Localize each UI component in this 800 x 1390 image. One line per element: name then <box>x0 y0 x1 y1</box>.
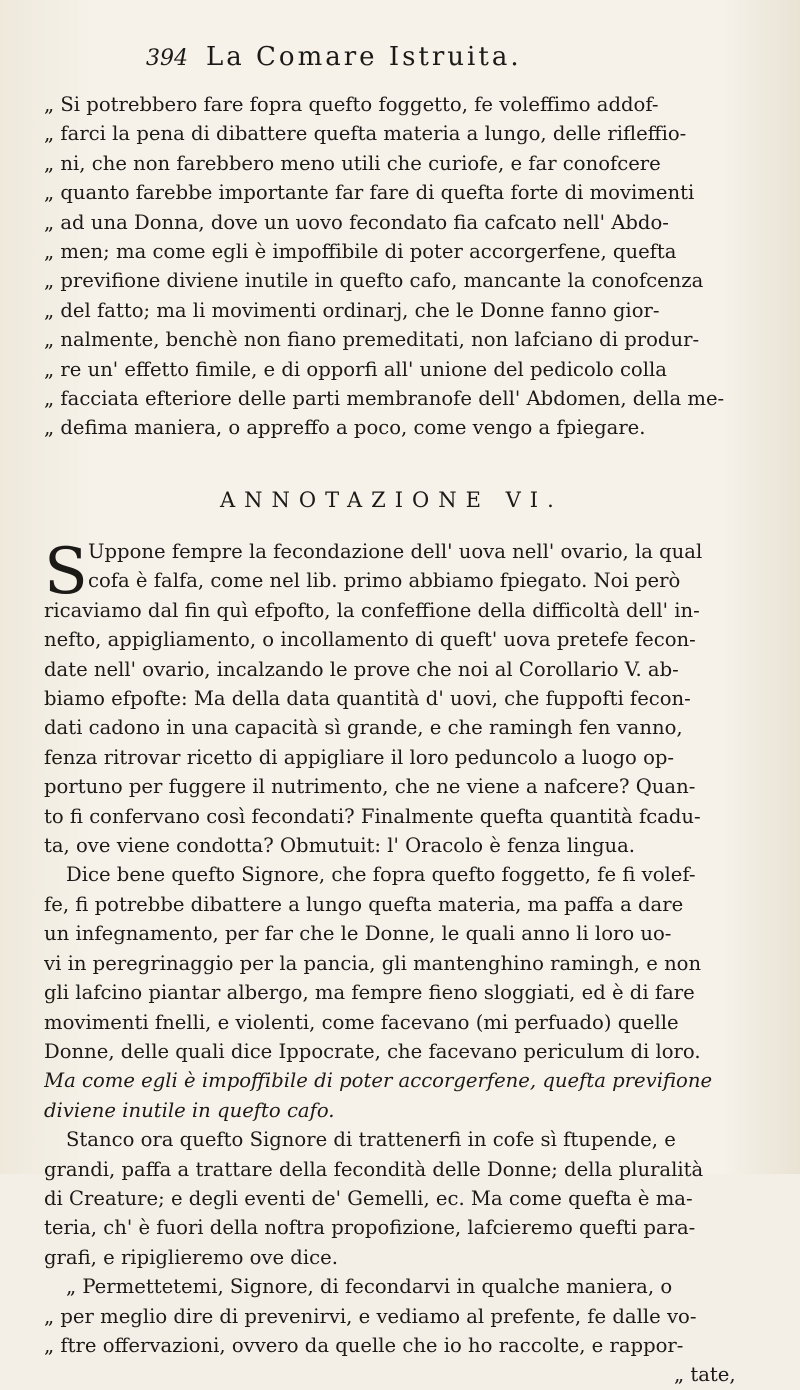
text-line: un infegnamento, per far che le Donne, le quali anno li loro uo- <box>44 922 672 946</box>
running-title: La Comare Istruita. <box>206 42 522 72</box>
quote-line: „ del fatto; ma li movimenti ordinarj, che le Donne fanno gior- <box>44 298 660 322</box>
text-line: ta, ove viene condotta? Obmutuit: l' Oracolo è fenza lingua. <box>44 834 636 858</box>
text-line: di Creature; e degli eventi de' Gemelli, ec. Ma come quefta è ma- <box>44 1186 693 1210</box>
quote-line: „ previfione diviene inutile in quefto cafo, mancante la conofcenza <box>44 269 704 293</box>
quote-line: „ defima maniera, o appreffo a poco, come vengo a fpiegare. <box>44 416 646 440</box>
page-number: 394 <box>146 46 188 71</box>
text-line: gli lafcino piantar albergo, ma fempre fieno sloggiati, ed è di fare <box>44 981 695 1005</box>
text-line: cofa è falfa, come nel lib. primo abbiamo fpiegato. Noi però <box>88 569 681 593</box>
text-line: movimenti fnelli, e violenti, come facevano (mi perfuado) quelle <box>44 1010 679 1034</box>
text-line: biamo efpofte: Ma della data quantità d' uovi, che fuppofti fecon- <box>44 687 691 711</box>
text-line: ricaviamo dal fin quì efpofto, la confeffione della difficoltà dell' in- <box>44 598 700 622</box>
text-line: Stanco ora quefto Signore di trattenerfi in cofe sì ftupende, e <box>66 1128 676 1152</box>
quote-line: „ men; ma come egli è impoffibile di poter accorgerfene, quefta <box>44 240 677 264</box>
annotation-paragraph-1 <box>44 537 779 1390</box>
text-line: Uppone fempre la fecondazione dell' uova nell' ovario, la qual <box>88 540 703 563</box>
quote-line: „ ni, che non farebbero meno utili che curiofe, e far conofcere <box>44 151 661 175</box>
quote-line: „ ad una Donna, dove un uovo fecondato fia cafcato nell' Abdo- <box>44 210 669 234</box>
quote-block <box>44 90 779 443</box>
text-line: Ma come egli è impoffibile di poter accorgerfene, quefta previfione <box>44 1069 713 1093</box>
text-line: dati cadono in una capacità sì grande, e che ramingh fen vanno, <box>44 716 683 740</box>
quote-line: „ Si potrebbero fare fopra quefto foggetto, fe voleffimo addof- <box>44 93 659 116</box>
text-line: diviene inutile in quefto cafo. <box>44 1098 335 1122</box>
text-line: vi in peregrinaggio per la pancia, gli mantenghino ramingh, e non <box>44 951 702 975</box>
text-line: Donne, delle quali dice Ippocrate, che facevano periculum di loro. <box>44 1039 701 1063</box>
text-line: nefto, appigliamento, o incollamento di queft' uova pretefe fecon- <box>44 628 696 652</box>
quote-line: „ per meglio dire di prevenirvi, e vediamo al prefente, fe dalle vo- <box>44 1304 697 1328</box>
quote-line: „ facciata efteriore delle parti membranofe dell' Abdomen, della me- <box>44 387 725 411</box>
text-line: teria, ch' è fuori della noftra propofizione, lafcieremo quefti para- <box>44 1216 696 1240</box>
quote-line: „ nalmente, benchè non fiano premeditati, non lafciano di produr- <box>44 328 700 352</box>
text-line: fe, fi potrebbe dibattere a lungo quefta materia, ma paffa a dare <box>44 892 684 916</box>
quote-line: „ Permettetemi, Signore, di fecondarvi in qualche maniera, o <box>66 1275 673 1299</box>
text-line: date nell' ovario, incalzando le prove che noi al Corollario V. ab- <box>44 657 679 681</box>
quote-line: „ farci la pena di dibattere quefta materia a lungo, delle rifleffio- <box>44 122 687 146</box>
quote-line: „ ftre offervazioni, ovvero da quelle che io ho raccolte, e rappor- <box>44 1333 684 1357</box>
quote-line: „ tate, <box>674 1363 736 1387</box>
quote-line: „ quanto farebbe importante far fare di quefta forte di movimenti <box>44 181 695 205</box>
text-line: Dice bene quefto Signore, che fopra quefto foggetto, fe fi volef- <box>66 863 696 887</box>
text-line: fenza ritrovar ricetto di appigliare il loro peduncolo a luogo op- <box>44 745 675 769</box>
annotation-title: ANNOTAZIONE VI. <box>220 488 563 512</box>
text-line: portuno per fuggere il nutrimento, che ne viene a nafcere? Quan- <box>44 775 696 799</box>
text-line: grafi, e ripiglieremo ove dice. <box>44 1245 338 1269</box>
quote-line: „ re un' effetto fimile, e di opporfi all' unione del pedicolo colla <box>44 357 667 381</box>
drop-cap: S <box>44 535 88 609</box>
text-line: grandi, paffa a trattare della fecondità delle Donne; della pluralità <box>44 1157 704 1181</box>
text-line: to fi confervano così fecondati? Finalmente quefta quantità fcadu- <box>44 804 701 828</box>
page-header <box>146 42 746 82</box>
